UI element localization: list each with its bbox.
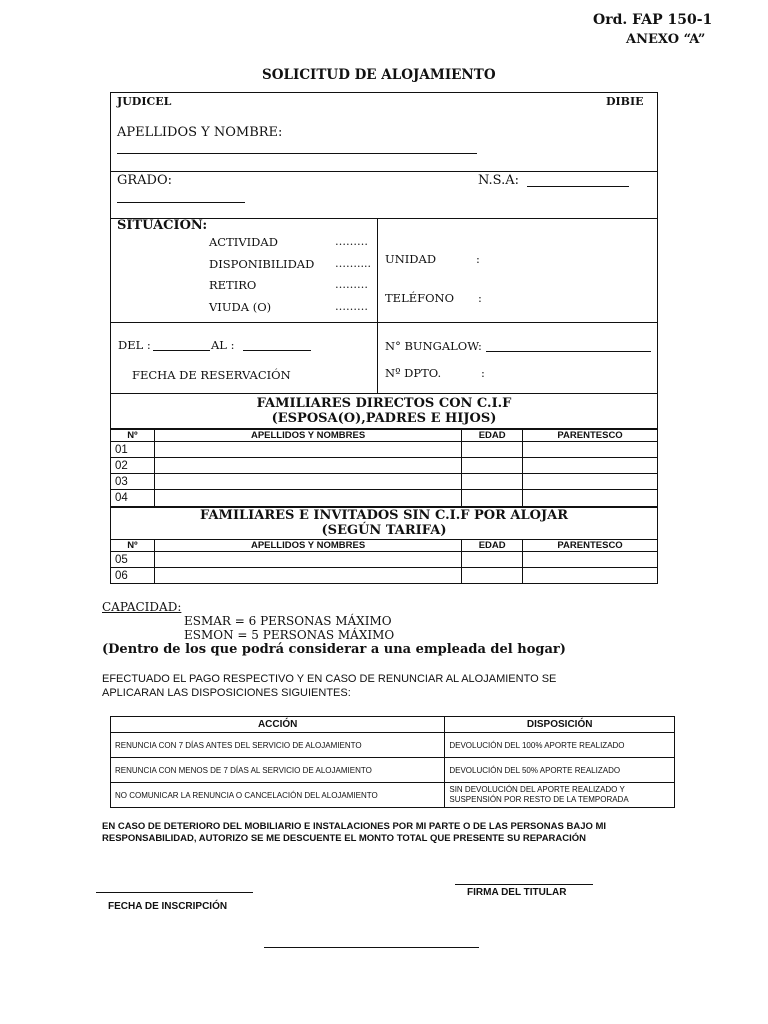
row-edad-cell[interactable] [462, 568, 523, 584]
bungalow-label: N° BUNGALOW: [385, 339, 482, 353]
dpto-label: Nº DPTO. [385, 366, 442, 380]
row-parentesco-cell[interactable] [523, 568, 658, 584]
page-title: SOLICITUD DE ALOJAMIENTO [262, 67, 496, 83]
option-actividad[interactable]: ACTIVIDAD [209, 235, 278, 249]
fecha-inscripcion-line[interactable] [96, 892, 253, 893]
row-nombres-cell[interactable] [154, 458, 461, 474]
col-parentesco: PARENTESCO [523, 540, 658, 552]
divider [110, 322, 658, 323]
row-num: 03 [111, 474, 155, 490]
col-disposicion: DISPOSICIÓN [445, 717, 675, 733]
dots: ……… [335, 235, 368, 248]
col-num: Nº [111, 430, 155, 442]
unidad-label: UNIDAD [385, 252, 437, 266]
fam-invitados-subtitle: (SEGÚN TARIFA) [321, 523, 447, 538]
row-edad-cell[interactable] [462, 490, 523, 507]
dots: …….... [335, 257, 371, 270]
col-accion: ACCIÓN [111, 717, 445, 733]
capacidad-note: (Dentro de los que podrá considerar a una empleada del hogar) [102, 642, 566, 657]
divider [110, 171, 658, 172]
row-parentesco-cell[interactable] [523, 474, 658, 490]
bungalow-field[interactable] [486, 351, 651, 352]
table-row [111, 458, 658, 474]
disposicion-line2: SUSPENSIÓN POR RESTO DE LA TEMPORADA [449, 795, 629, 804]
al-field[interactable] [243, 350, 311, 351]
unidad-colon: : [476, 252, 480, 266]
accion-cell: RENUNCIA CON 7 DÍAS ANTES DEL SERVICIO DE ALOJAMIENTO [111, 733, 445, 758]
disposiciones-table [110, 716, 675, 808]
nsa-field[interactable] [527, 186, 629, 187]
grado-field[interactable] [117, 202, 245, 203]
fam-invitados-table [110, 539, 658, 584]
table-row [111, 442, 658, 458]
divider [377, 218, 378, 394]
row-num: 01 [111, 442, 155, 458]
name-label: APELLIDOS Y NOMBRE: [117, 125, 283, 140]
table-row [111, 474, 658, 490]
disposicion-cell: DEVOLUCIÓN DEL 50% APORTE REALIZADO [445, 758, 675, 783]
judicel-label: JUDICEL [117, 95, 172, 108]
row-parentesco-cell[interactable] [523, 458, 658, 474]
dpto-colon: : [481, 366, 485, 380]
accion-cell: RENUNCIA CON MENOS DE 7 DÍAS AL SERVICIO DE ALOJAMIENTO [111, 758, 445, 783]
col-parentesco: PARENTESCO [523, 430, 658, 442]
disposicion-cell [445, 783, 675, 808]
row-edad-cell[interactable] [462, 474, 523, 490]
row-nombres-cell[interactable] [154, 474, 461, 490]
deterioro-line1: EN CASO DE DETERIORO DEL MOBILIARIO E INSTALACIONES POR MI PARTE O DE LAS PERSONAS BAJO MI [102, 821, 607, 832]
row-nombres-cell[interactable] [154, 568, 461, 584]
row-nombres-cell[interactable] [154, 490, 461, 507]
nsa-label: N.S.A: [478, 173, 520, 188]
del-field[interactable] [153, 350, 210, 351]
bottom-signature-line[interactable] [264, 947, 479, 948]
col-edad: EDAD [462, 430, 523, 442]
option-retiro[interactable]: RETIRO [209, 278, 257, 292]
col-nombres: APELLIDOS Y NOMBRES [154, 430, 461, 442]
row-num: 04 [111, 490, 155, 507]
pago-line2: APLICARAN LAS DISPOSICIONES SIGUIENTES: [102, 687, 351, 699]
firma-titular-label: FIRMA DEL TITULAR [467, 887, 567, 898]
dots: ……… [335, 300, 368, 313]
row-nombres-cell[interactable] [154, 442, 461, 458]
option-viuda[interactable]: VIUDA (O) [209, 300, 272, 314]
row-parentesco-cell[interactable] [523, 552, 658, 568]
annex-label: ANEXO “A” [626, 32, 706, 47]
fam-directos-subtitle: (ESPOSA(O),PADRES E HIJOS) [271, 411, 497, 426]
option-disponibilidad[interactable]: DISPONIBILIDAD [209, 257, 315, 271]
fam-invitados-title: FAMILIARES E INVITADOS SIN C.I.F POR ALOJAR [200, 508, 568, 523]
capacidad-esmon: ESMON = 5 PERSONAS MÁXIMO [184, 628, 395, 642]
telefono-label: TELÉFONO [385, 291, 454, 305]
disposicion-line1: SIN DEVOLUCIÓN DEL APORTE REALIZADO Y [449, 785, 625, 794]
row-nombres-cell[interactable] [154, 552, 461, 568]
fecha-inscripcion-label: FECHA DE INSCRIPCIÓN [108, 901, 228, 912]
row-edad-cell[interactable] [462, 442, 523, 458]
firma-titular-line[interactable] [455, 884, 593, 885]
fam-directos-title: FAMILIARES DIRECTOS CON C.I.F [256, 396, 512, 411]
telefono-colon: : [478, 291, 482, 305]
row-num: 05 [111, 552, 155, 568]
grado-label: GRADO: [117, 173, 173, 188]
row-num: 02 [111, 458, 155, 474]
deterioro-line2: RESPONSABILIDAD, AUTORIZO SE ME DESCUENTE EL MONTO TOTAL QUE PRESENTE SU REPARACIÓN [102, 833, 587, 844]
row-parentesco-cell[interactable] [523, 442, 658, 458]
pago-line1: EFECTUADO EL PAGO RESPECTIVO Y EN CASO DE RENUNCIAR AL ALOJAMIENTO SE [102, 673, 557, 685]
del-label: DEL : [118, 338, 151, 352]
situacion-label: SITUACION: [117, 218, 208, 233]
table-row [111, 552, 658, 568]
row-edad-cell[interactable] [462, 552, 523, 568]
table-row [111, 783, 675, 808]
table-row [111, 490, 658, 507]
row-num: 06 [111, 568, 155, 584]
name-field[interactable] [117, 153, 477, 154]
row-edad-cell[interactable] [462, 458, 523, 474]
disposicion-cell: DEVOLUCIÓN DEL 100% APORTE REALIZADO [445, 733, 675, 758]
al-label: AL : [211, 338, 235, 352]
row-parentesco-cell[interactable] [523, 490, 658, 507]
form-code: Ord. FAP 150-1 [593, 12, 713, 28]
capacidad-label: CAPACIDAD: [102, 600, 182, 614]
accion-cell: NO COMUNICAR LA RENUNCIA O CANCELACIÓN DEL ALOJAMIENTO [111, 783, 445, 808]
dots: ……… [335, 278, 368, 291]
col-nombres: APELLIDOS Y NOMBRES [154, 540, 461, 552]
fam-directos-table [110, 429, 658, 507]
table-row [111, 568, 658, 584]
col-num: Nº [111, 540, 155, 552]
fecha-reserva-label: FECHA DE RESERVACIÓN [132, 368, 291, 382]
col-edad: EDAD [462, 540, 523, 552]
table-row [111, 733, 675, 758]
dibie-label: DIBIE [606, 95, 644, 108]
table-row [111, 758, 675, 783]
capacidad-esmar: ESMAR = 6 PERSONAS MÁXIMO [184, 614, 392, 628]
